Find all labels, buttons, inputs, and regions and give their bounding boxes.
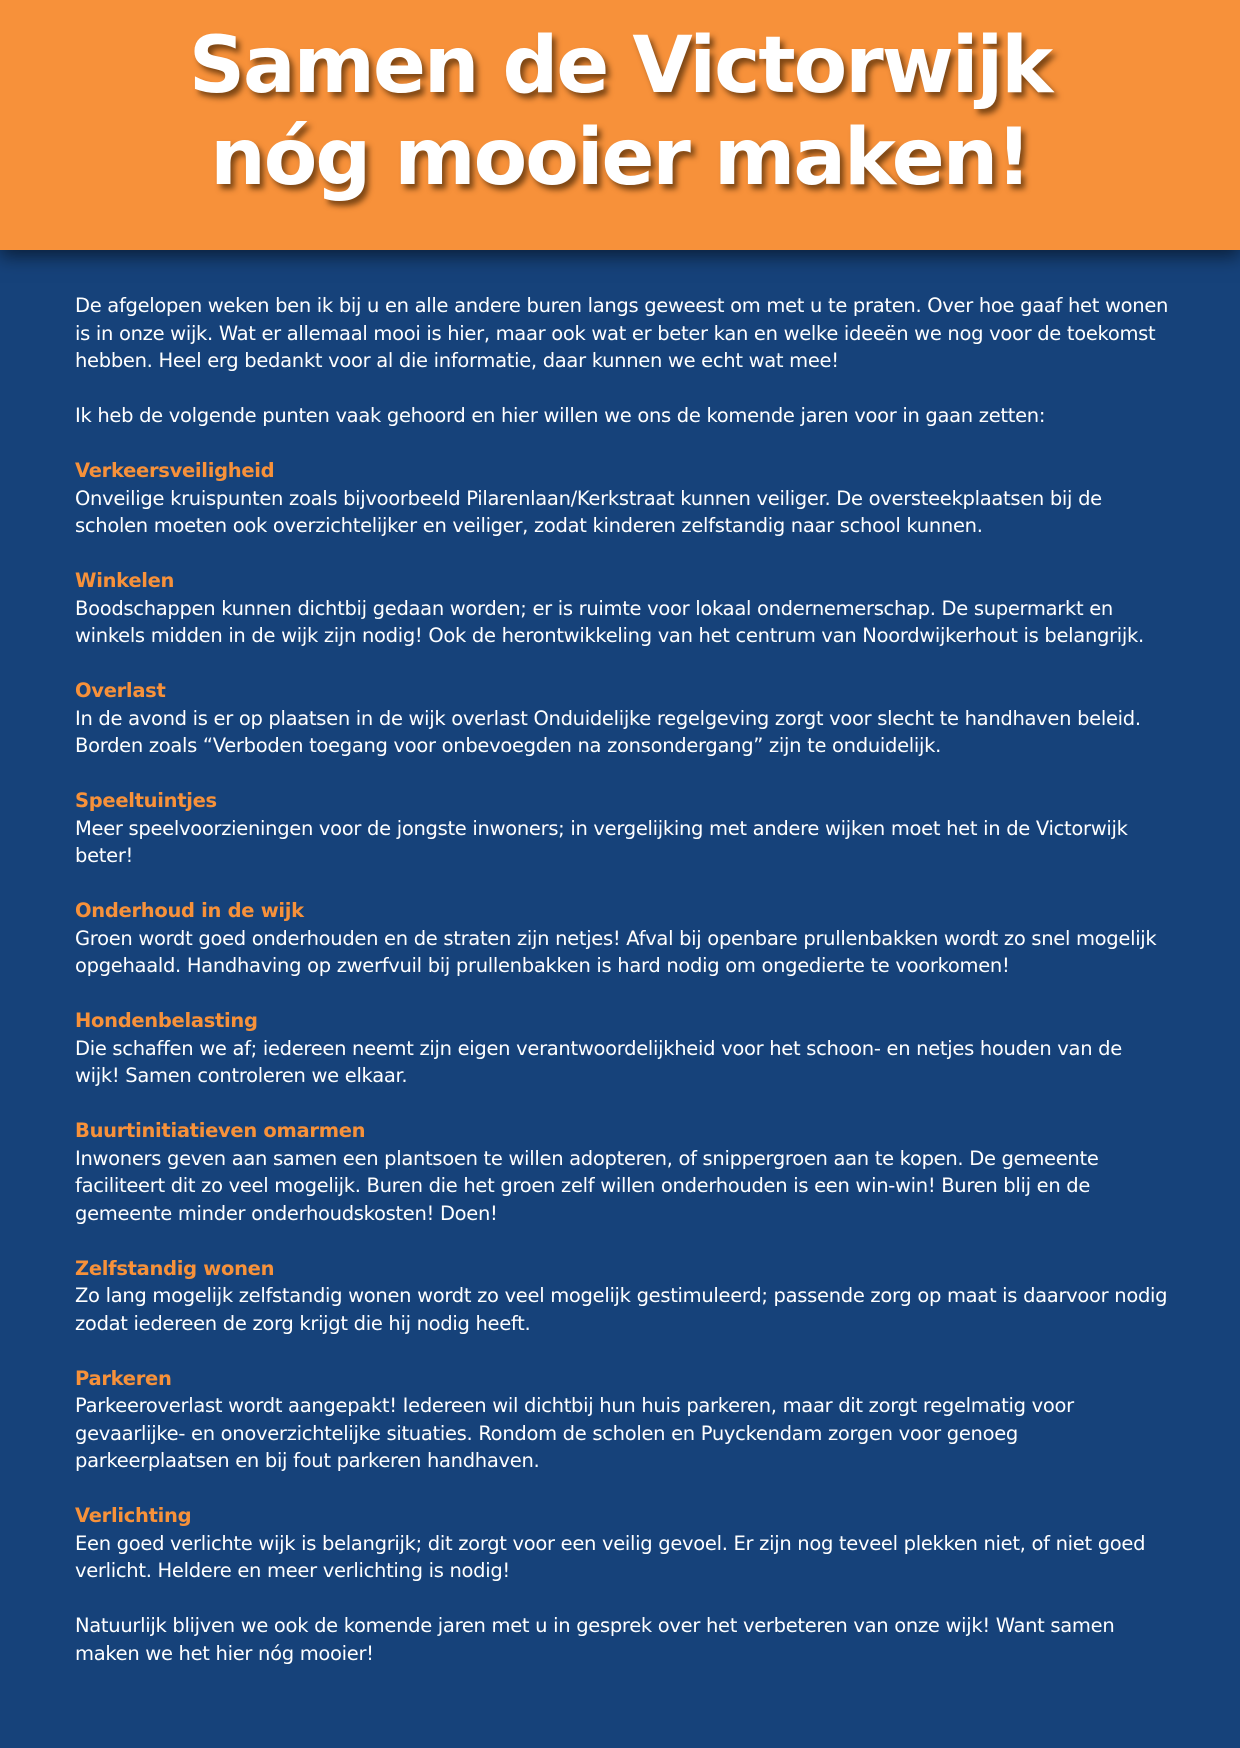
section-heading: Zelfstandig wonen bbox=[75, 1256, 275, 1280]
main-content bbox=[75, 292, 1170, 1695]
header-banner bbox=[0, 0, 1240, 250]
page-title bbox=[0, 20, 1240, 204]
section-heading: Parkeren bbox=[75, 1366, 172, 1390]
section-text: Onveilige kruispunten zoals bijvoorbeeld Pilarenlaan/Kerkstraat kunnen veiliger. De oversteekplaatsen bij de scholen moeten ook overzichtelijker en veiliger, zodat kinderen zelfstandig naar school kunnen. bbox=[75, 486, 1102, 537]
section-winkelen bbox=[75, 567, 1170, 650]
title-line-2: nóg mooier maken! bbox=[210, 113, 1030, 203]
section-text: In de avond is er op plaatsen in de wijk overlast Onduidelijke regelgeving zorgt voor slecht te handhaven beleid. Borden zoals “Verboden toegang voor onbevoegden na zonsondergang” zijn te onduidelijk. bbox=[75, 706, 1141, 757]
section-overlast bbox=[75, 677, 1170, 760]
section-text: Boodschappen kunnen dichtbij gedaan worden; er is ruimte voor lokaal ondernemerschap. De supermarkt en winkels midden in de wijk zijn nodig! Ook de herontwikkeling van het centrum van Noordwijkerhout is belangrijk. bbox=[75, 596, 1144, 647]
section-verlichting bbox=[75, 1502, 1170, 1585]
section-text: Inwoners geven aan samen een plantsoen te willen adopteren, of snippergroen aan te kopen. De gemeente faciliteert dit zo veel mogelijk. Buren die het groen zelf willen onderhouden is een win-win! Buren blij en de gemeente minder onderhoudskosten! Doen! bbox=[75, 1146, 1099, 1225]
section-heading: Verlichting bbox=[75, 1504, 192, 1527]
section-text: Groen wordt goed onderhouden en de straten zijn netjes! Afval bij openbare prullenbakken wordt zo snel mogelijk opgehaald. Handhaving op zwerfvuil bij prullenbakken is hard nodig om ongedierte te voorkomen! bbox=[75, 926, 1157, 977]
section-heading: Buurtinitiatieven omarmen bbox=[75, 1119, 366, 1142]
section-heading: Hondenbelasting bbox=[75, 1009, 258, 1032]
closing-paragraph: Natuurlijk blijven we ook de komende jaren met u in gesprek over het verbeteren van onze wijk! Want samen maken we het hier nóg mooier! bbox=[75, 1614, 1115, 1665]
section-heading: Verkeersveiligheid bbox=[75, 459, 275, 482]
section-text: Een goed verlichte wijk is belangrijk; dit zorgt voor een veilig gevoel. Er zijn nog teveel plekken niet, of niet goed verlicht. Heldere en meer verlichting is nodig! bbox=[75, 1531, 1146, 1582]
section-text: Meer speelvoorzieningen voor de jongste inwoners; in vergelijking met andere wijken moet het in de Victorwijk beter! bbox=[75, 816, 1128, 867]
section-speeltuintjes bbox=[75, 787, 1170, 870]
section-zelfstandig-wonen bbox=[75, 1255, 1170, 1338]
section-verkeersveiligheid bbox=[75, 457, 1170, 540]
section-text: Die schaffen we af; iedereen neemt zijn eigen verantwoordelijkheid voor het schoon- en netjes houden van de wijk! Samen controleren we elkaar. bbox=[75, 1036, 1122, 1087]
title-line-1: Samen de Victorwijk bbox=[188, 21, 1052, 111]
section-buurtinitiatieven bbox=[75, 1117, 1170, 1227]
section-onderhoud bbox=[75, 897, 1170, 980]
intro-lead-paragraph: Ik heb de volgende punten vaak gehoord en hier willen we ons de komende jaren voor in gaan zetten: bbox=[75, 404, 1046, 427]
section-heading: Speeltuintjes bbox=[75, 789, 217, 812]
section-text: Parkeeroverlast wordt aangepakt! Iedereen wil dichtbij hun huis parkeren, maar dit zorgt regelmatig voor gevaarlijke- en onoverzichtelijke situaties. Rondom de scholen en Puyckendam zorgen voor genoeg parkeerplaatsen en bij fout parkeren handhaven. bbox=[75, 1394, 1074, 1472]
section-hondenbelasting bbox=[75, 1007, 1170, 1090]
section-parkeren bbox=[75, 1365, 1170, 1475]
section-text: Zo lang mogelijk zelfstandig wonen wordt zo veel mogelijk gestimuleerd; passende zorg op maat is daarvoor nodig zodat iedereen de zorg krijgt die hij nodig heeft. bbox=[75, 1284, 1168, 1335]
section-heading: Overlast bbox=[75, 679, 166, 702]
section-heading: Winkelen bbox=[75, 569, 175, 592]
intro-paragraph: De afgelopen weken ben ik bij u en alle andere buren langs geweest om met u te praten. Over hoe gaaf het wonen is in onze wijk. Wat er allemaal mooi is hier, maar ook wat er beter kan en welke ideeën we nog voor de toekomst hebben. Heel erg bedankt voor al die informatie, daar kunnen we echt wat mee! bbox=[75, 294, 1169, 372]
section-heading: Onderhoud in de wijk bbox=[75, 899, 304, 922]
